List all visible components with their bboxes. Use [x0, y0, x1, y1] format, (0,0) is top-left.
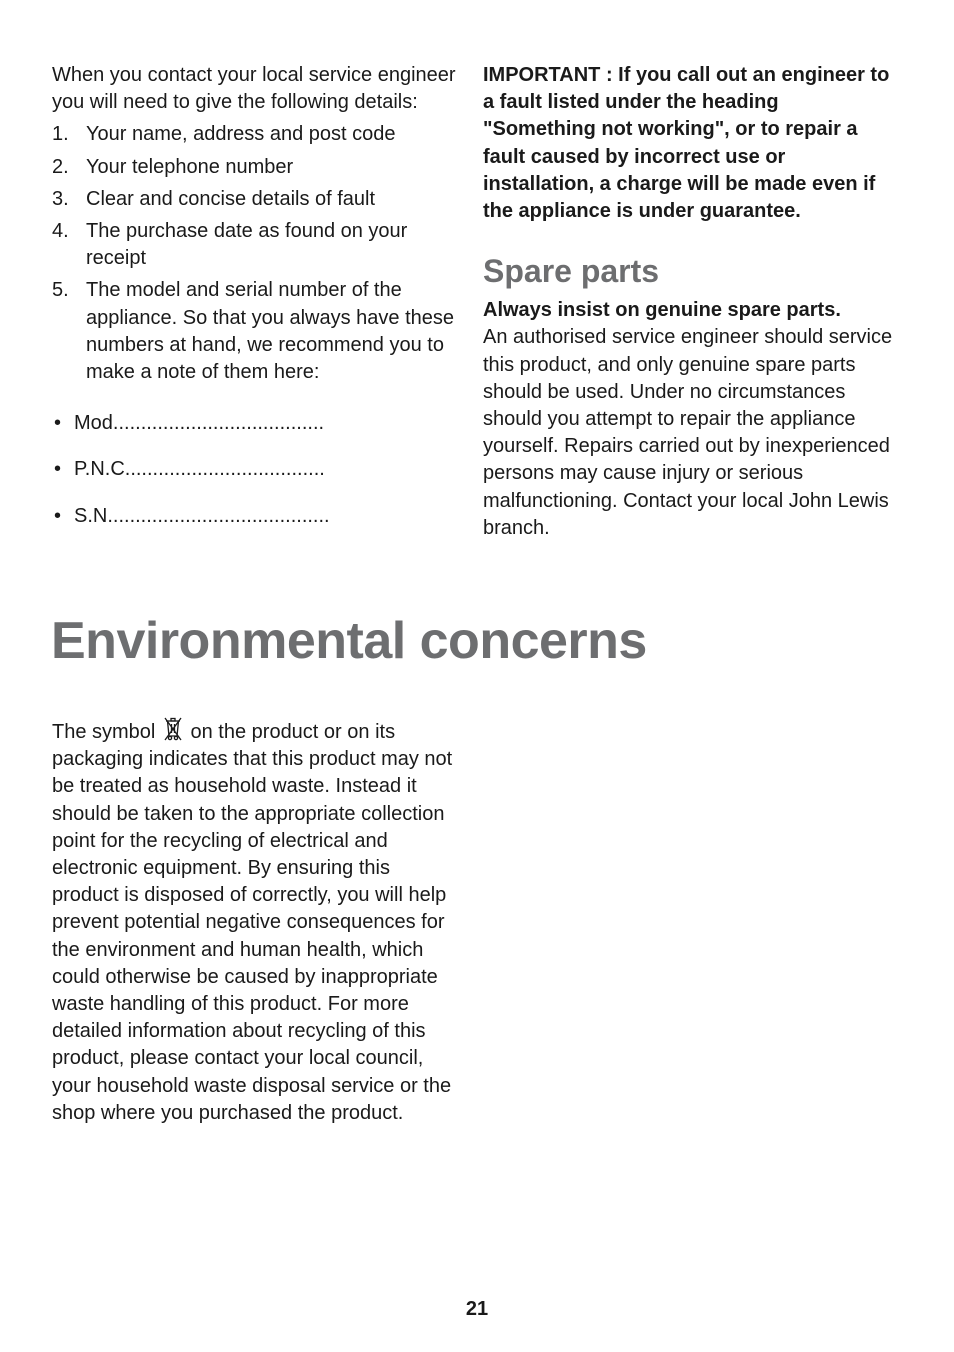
environment-text-after-icon: on the product or on its packaging indicates that this product may not be treated as household waste. Instead it should be taken to the appropriate collection point for the recycling of electrical and electronic equipment. By ensuring this product is disposed of correctly, you will help prevent potential negative consequences for the environment and human health, which could otherwise be caused by inappropriate waste handling of this product. For more detailed information about recycling of this product, please contact your local council, your household waste disposal service or the shop where you purchased the product. [52, 721, 453, 1124]
field-item-mod [52, 410, 462, 437]
spare-parts-lead: Always insist on genuine spare parts. [483, 299, 841, 322]
field-item-pnc [52, 456, 462, 483]
important-notice: IMPORTANT : If you call out an engineer to a fault listed under the heading "Something not working", or to repair a fault caused by incorrect use or installation, a charge will be made even if the appliance is under guarantee. [483, 64, 890, 223]
list-item [52, 218, 462, 272]
list-number: 1. [52, 123, 69, 146]
list-item [52, 121, 462, 148]
environment-text-before-icon: The symbol [52, 721, 161, 743]
list-item [52, 186, 462, 213]
field-label: S.N........................................ [74, 504, 330, 527]
list-item-text: Your name, address and post code [86, 123, 396, 146]
important-and-spare-parts-section [483, 62, 893, 542]
crossed-out-wheelie-bin-icon [163, 716, 183, 742]
list-item-text: The purchase date as found on your receipt [86, 220, 408, 270]
list-item-text: Your telephone number [86, 155, 294, 178]
spare-parts-heading: Spare parts [483, 253, 660, 290]
environment-section [52, 716, 462, 1127]
contact-intro: When you contact your local service engineer you will need to give the following details: [52, 64, 456, 114]
spare-parts-paragraph [483, 297, 893, 542]
list-item [52, 277, 462, 386]
bullet: • [54, 458, 62, 481]
list-number: 3. [52, 187, 69, 210]
environment-paragraph [52, 716, 462, 1127]
field-label: P.N.C.................................... [74, 458, 325, 481]
list-number: 4. [52, 220, 69, 243]
bullet: • [54, 504, 62, 527]
spare-parts-body: An authorised service engineer should service this product, and only genuine spare parts should be used. Under no circumstances should you attempt to repair the appliance yourself. Repairs carried out by inexperienced persons may cause injury or serious malfunctioning. Contact your local John Lewis branch. [483, 326, 893, 539]
list-number: 2. [52, 155, 69, 178]
field-label: Mod...................................... [74, 412, 325, 435]
environmental-concerns-heading: Environmental concerns [51, 612, 647, 670]
list-item [52, 154, 462, 181]
bullet: • [54, 412, 62, 435]
list-item-text: Clear and concise details of fault [86, 187, 376, 210]
list-number: 5. [52, 279, 69, 302]
field-item-sn [52, 503, 462, 530]
contact-details-section [52, 62, 462, 549]
details-list [52, 121, 462, 386]
page-number: 21 [465, 1298, 489, 1320]
appliance-fields-list [52, 410, 462, 530]
list-item-text: The model and serial number of the appliance. So that you always have these numbers at hand, we recommend you to make a note of them here: [86, 279, 455, 384]
